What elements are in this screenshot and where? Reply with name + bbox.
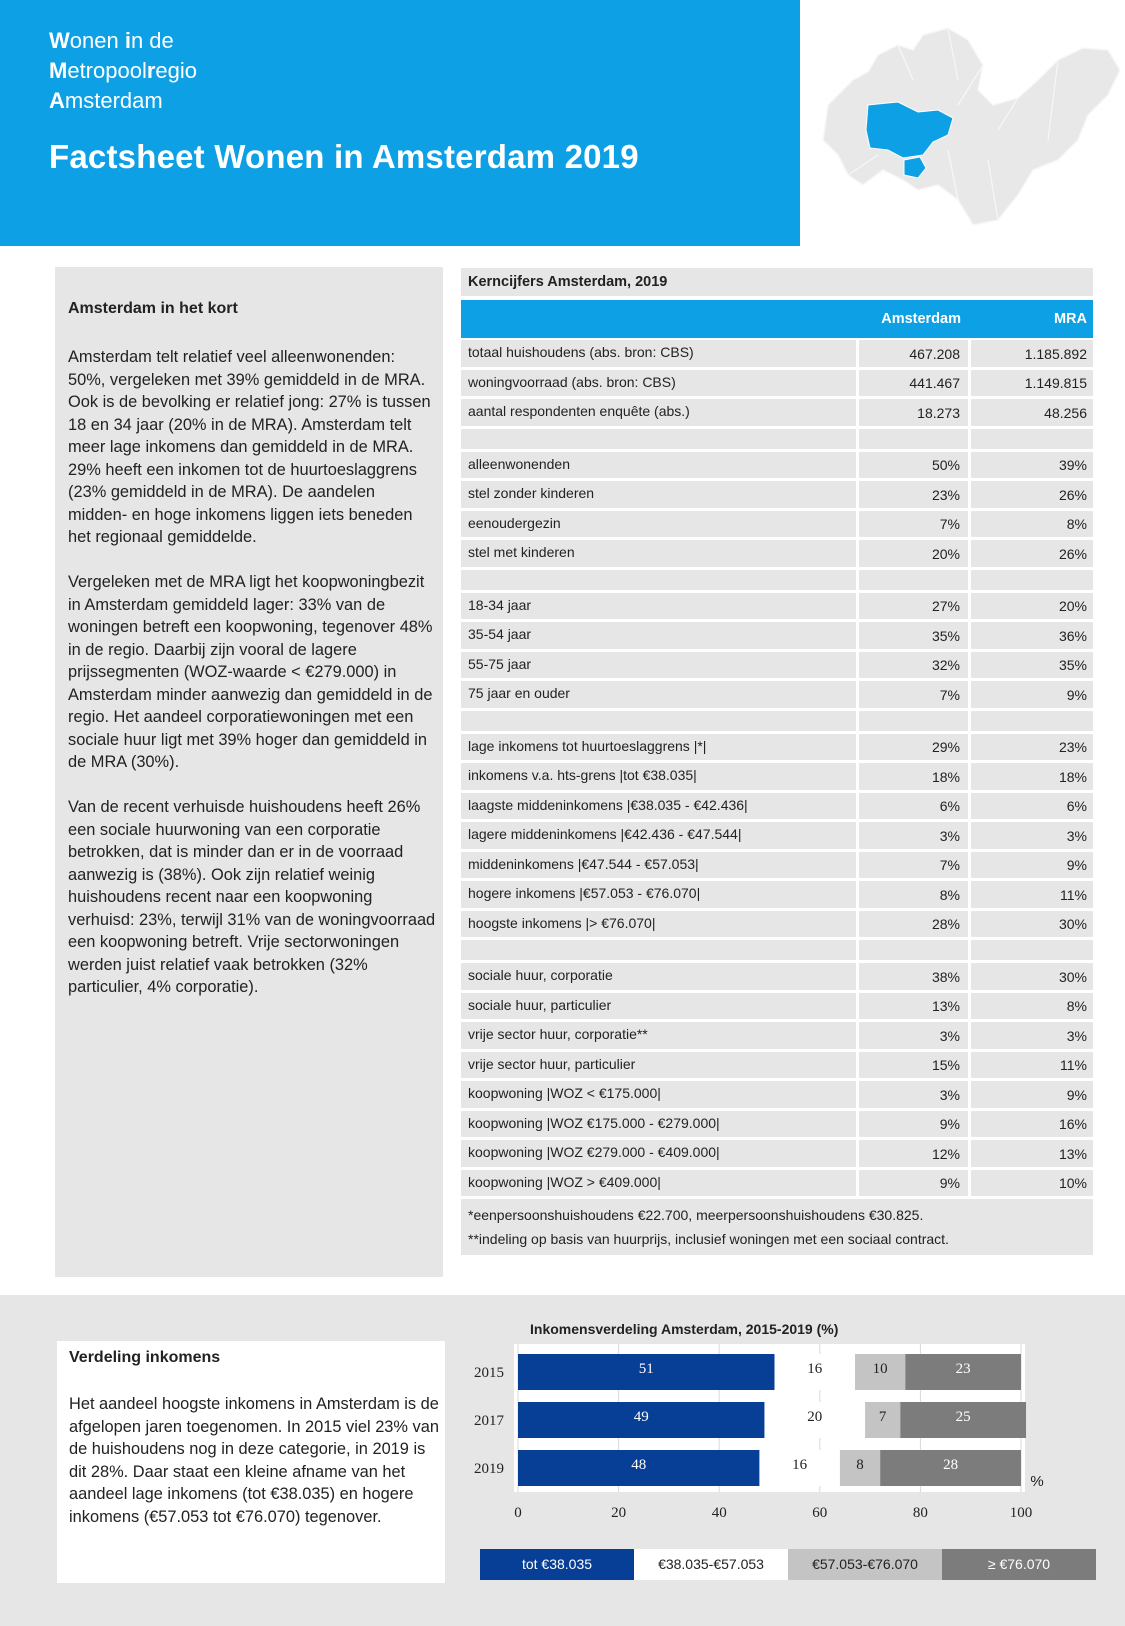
row-label: inkomens v.a. hts-grens |tot €38.035| [461, 763, 859, 790]
mra-value: 18% [971, 763, 1093, 790]
table-row [461, 963, 1093, 990]
mra-value: 9% [971, 852, 1093, 879]
legend-item: €38.035-€57.053 [634, 1549, 788, 1580]
amsterdam-value: 15% [859, 1052, 971, 1079]
chart-legend [480, 1549, 1096, 1580]
row-label: 55-75 jaar [461, 652, 859, 679]
category-label: 2015 [474, 1365, 504, 1381]
intro-panel [55, 267, 443, 1277]
mra-value: 36% [971, 622, 1093, 649]
kerncijfers-header-row [461, 300, 1093, 338]
x-tick-label: 40 [711, 1505, 727, 1520]
mra-value: 35% [971, 652, 1093, 679]
amsterdam-value: 441.467 [859, 370, 971, 397]
mra-value: 9% [971, 1081, 1093, 1108]
mra-value: 9% [971, 681, 1093, 708]
table-row [461, 370, 1093, 397]
table-row [461, 1111, 1093, 1138]
row-label: koopwoning |WOZ €279.000 - €409.000| [461, 1140, 859, 1167]
table-row [461, 1170, 1093, 1197]
page-title: Factsheet Wonen in Amsterdam 2019 [49, 138, 639, 175]
data-label: 48 [631, 1457, 647, 1473]
income-chart [472, 1340, 1102, 1520]
row-label: koopwoning |WOZ €175.000 - €279.000| [461, 1111, 859, 1138]
verdeling-text: Het aandeel hoogste inkomens in Amsterdam is de afgelopen jaren toegenomen. In 2015 viel 23% van de huishoudens nog in deze categorie, in 2019 is dit 28%. Daar staat een kleine afname van het aandeel lage inkomens (tot €38.035) en hogere inkomens (€57.053 tot €76.070) tegenover. [69, 1395, 439, 1526]
table-row [461, 340, 1093, 367]
table-row [461, 881, 1093, 908]
data-label: 20 [807, 1409, 823, 1425]
table-row [461, 540, 1093, 567]
table-row [461, 681, 1093, 708]
mra-value: 8% [971, 511, 1093, 538]
column-header-amsterdam: Amsterdam [881, 311, 961, 327]
table-row [461, 1052, 1093, 1079]
region-map-icon [808, 20, 1125, 240]
mra-value: 30% [971, 911, 1093, 938]
amsterdam-value: 13% [859, 993, 971, 1020]
x-unit-label: % [1030, 1473, 1044, 1490]
amsterdam-value: 18% [859, 763, 971, 790]
amsterdam-value: 7% [859, 511, 971, 538]
row-label: woningvoorraad (abs. bron: CBS) [461, 370, 859, 397]
table-row [461, 652, 1093, 679]
x-tick-label: 60 [812, 1505, 828, 1520]
amsterdam-value: 35% [859, 622, 971, 649]
mra-value: 11% [971, 1052, 1093, 1079]
row-label: hogere inkomens |€57.053 - €76.070| [461, 881, 859, 908]
kerncijfers-table [461, 268, 1093, 1255]
verdeling-heading: Verdeling inkomens [69, 1349, 221, 1366]
mra-value: 13% [971, 1140, 1093, 1167]
row-label: 35-54 jaar [461, 622, 859, 649]
row-label: lage inkomens tot huurtoeslaggrens |*| [461, 734, 859, 761]
legend-item: €57.053-€76.070 [788, 1549, 942, 1580]
row-label: vrije sector huur, corporatie** [461, 1022, 859, 1049]
table-row [461, 763, 1093, 790]
amsterdam-value: 9% [859, 1111, 971, 1138]
table-row [461, 399, 1093, 426]
intro-paragraph: Van de recent verhuisde huishoudens heeft 26% een sociale huurwoning van een corporatie betrokken, dat is minder dan er in de voorraad aanwezig is (38%). Ook zijn relatief weinig huishoudens recent naar een koopwoning verhuisd: 23%, terwijl 31% van de woningvoorraad een koopwoning betreft. Vrije sectorwoningen werden juist relatief vaak betrokken (32% particulier, 4% corporatie). [68, 798, 436, 996]
kerncijfers-footnotes [461, 1199, 1093, 1255]
kerncijfers-rows [461, 337, 1093, 1199]
intro-paragraph: Vergeleken met de MRA ligt het koopwoningbezit in Amsterdam gemiddeld lager: 33% van de woningen betreft een koopwoning, tegenover 48% in de regio. Daarbij zijn vooral de lagere prijssegmenten (WOZ-waarde < €279.000) in Amsterdam minder aanwezig dan gemiddeld in de regio. Het aandeel corporatiewoningen met een sociale huur ligt met 39% hoger dan gemiddeld in de MRA (30%). [68, 573, 433, 771]
data-label: 23 [955, 1361, 971, 1377]
amsterdam-value: 3% [859, 1022, 971, 1049]
table-row [461, 1081, 1093, 1108]
data-label: 16 [792, 1457, 808, 1473]
table-spacer-row [461, 940, 1093, 960]
amsterdam-value: 467.208 [859, 340, 971, 367]
x-tick-label: 100 [1009, 1505, 1033, 1520]
row-label: middeninkomens |€47.544 - €57.053| [461, 852, 859, 879]
mra-value: 48.256 [971, 399, 1093, 426]
mra-value: 20% [971, 593, 1093, 620]
amsterdam-value: 20% [859, 540, 971, 567]
data-label: 49 [633, 1409, 649, 1425]
amsterdam-value: 50% [859, 452, 971, 479]
table-row [461, 452, 1093, 479]
kerncijfers-title: Kerncijfers Amsterdam, 2019 [461, 268, 1093, 296]
table-row [461, 481, 1093, 508]
row-label: totaal huishoudens (abs. bron: CBS) [461, 340, 859, 367]
table-row [461, 593, 1093, 620]
amsterdam-value: 18.273 [859, 399, 971, 426]
amsterdam-value: 7% [859, 852, 971, 879]
data-label: 16 [807, 1361, 823, 1377]
amsterdam-value: 38% [859, 963, 971, 990]
amsterdam-value: 3% [859, 822, 971, 849]
table-row [461, 993, 1093, 1020]
row-label: hoogste inkomens |> €76.070| [461, 911, 859, 938]
mra-value: 1.185.892 [971, 340, 1093, 367]
row-label: koopwoning |WOZ < €175.000| [461, 1081, 859, 1108]
table-row [461, 622, 1093, 649]
data-label: 51 [638, 1361, 654, 1377]
mra-value: 8% [971, 993, 1093, 1020]
row-label: stel met kinderen [461, 540, 859, 567]
mra-value: 39% [971, 452, 1093, 479]
data-label: 8 [856, 1457, 864, 1473]
mra-value: 3% [971, 822, 1093, 849]
mra-value: 11% [971, 881, 1093, 908]
data-label: 7 [878, 1409, 887, 1425]
mra-value: 23% [971, 734, 1093, 761]
row-label: aantal respondenten enquête (abs.) [461, 399, 859, 426]
intro-text [68, 346, 436, 1021]
mra-value: 3% [971, 1022, 1093, 1049]
row-label: eenoudergezin [461, 511, 859, 538]
data-label: 25 [955, 1409, 971, 1425]
table-row [461, 911, 1093, 938]
table-row [461, 852, 1093, 879]
footnote-2: **indeling op basis van huurprijs, inclusief woningen met een sociaal contract. [468, 1231, 949, 1247]
amsterdam-value: 9% [859, 1170, 971, 1197]
amsterdam-value: 29% [859, 734, 971, 761]
table-row [461, 511, 1093, 538]
row-label: lagere middeninkomens |€42.436 - €47.544| [461, 822, 859, 849]
verdeling-panel [57, 1341, 445, 1583]
header-band [0, 0, 800, 246]
amsterdam-value: 8% [859, 881, 971, 908]
row-label: sociale huur, particulier [461, 993, 859, 1020]
footnote-1: *eenpersoonshuishoudens €22.700, meerpersoonshuishoudens €30.825. [468, 1207, 924, 1223]
amsterdam-value: 23% [859, 481, 971, 508]
x-tick-label: 0 [514, 1505, 522, 1520]
row-label: 18-34 jaar [461, 593, 859, 620]
legend-item: ≥ €76.070 [942, 1549, 1096, 1580]
x-tick-label: 80 [912, 1505, 928, 1520]
row-label: laagste middeninkomens |€38.035 - €42.436| [461, 793, 859, 820]
mra-value: 10% [971, 1170, 1093, 1197]
intro-heading: Amsterdam in het kort [68, 300, 238, 317]
data-label: 28 [943, 1457, 959, 1473]
amsterdam-value: 32% [859, 652, 971, 679]
mra-value: 16% [971, 1111, 1093, 1138]
data-label: 10 [872, 1361, 888, 1377]
amsterdam-value: 3% [859, 1081, 971, 1108]
mra-value: 6% [971, 793, 1093, 820]
table-row [461, 822, 1093, 849]
x-tick-label: 20 [611, 1505, 627, 1520]
category-label: 2017 [474, 1413, 504, 1429]
intro-paragraph: Amsterdam telt relatief veel alleenwonenden: 50%, vergeleken met 39% gemiddeld in de MRA. Ook is de bevolking er relatief jong: 27% is tussen 18 en 34 jaar (20% in de MRA). Amsterdam telt meer lage inkomens dan gemiddeld in de MRA. 29% heeft een inkomen tot de huurtoeslaggrens (23% gemiddeld in de MRA). De aandelen midden- en hoge inkomens liggen iets beneden het regionaal gemiddelde. [68, 348, 431, 546]
legend-item: tot €38.035 [480, 1549, 634, 1580]
row-label: 75 jaar en ouder [461, 681, 859, 708]
table-spacer-row [461, 429, 1093, 449]
amsterdam-value: 12% [859, 1140, 971, 1167]
row-label: vrije sector huur, particulier [461, 1052, 859, 1079]
amsterdam-value: 27% [859, 593, 971, 620]
mra-value: 1.149.815 [971, 370, 1093, 397]
row-label: sociale huur, corporatie [461, 963, 859, 990]
chart-title: Inkomensverdeling Amsterdam, 2015-2019 (%) [530, 1321, 839, 1337]
row-label: stel zonder kinderen [461, 481, 859, 508]
table-spacer-row [461, 711, 1093, 731]
category-label: 2019 [474, 1461, 504, 1477]
column-header-mra: MRA [1053, 311, 1087, 327]
mra-value: 26% [971, 540, 1093, 567]
brand-logo-text: Wonen in de Metropoolregio Amsterdam [49, 28, 197, 113]
row-label: alleenwonenden [461, 452, 859, 479]
table-row [461, 1140, 1093, 1167]
table-spacer-row [461, 570, 1093, 590]
mra-value: 30% [971, 963, 1093, 990]
amsterdam-value: 6% [859, 793, 971, 820]
row-label: koopwoning |WOZ > €409.000| [461, 1170, 859, 1197]
amsterdam-value: 7% [859, 681, 971, 708]
table-row [461, 734, 1093, 761]
table-row [461, 1022, 1093, 1049]
mra-value: 26% [971, 481, 1093, 508]
table-row [461, 793, 1093, 820]
amsterdam-value: 28% [859, 911, 971, 938]
